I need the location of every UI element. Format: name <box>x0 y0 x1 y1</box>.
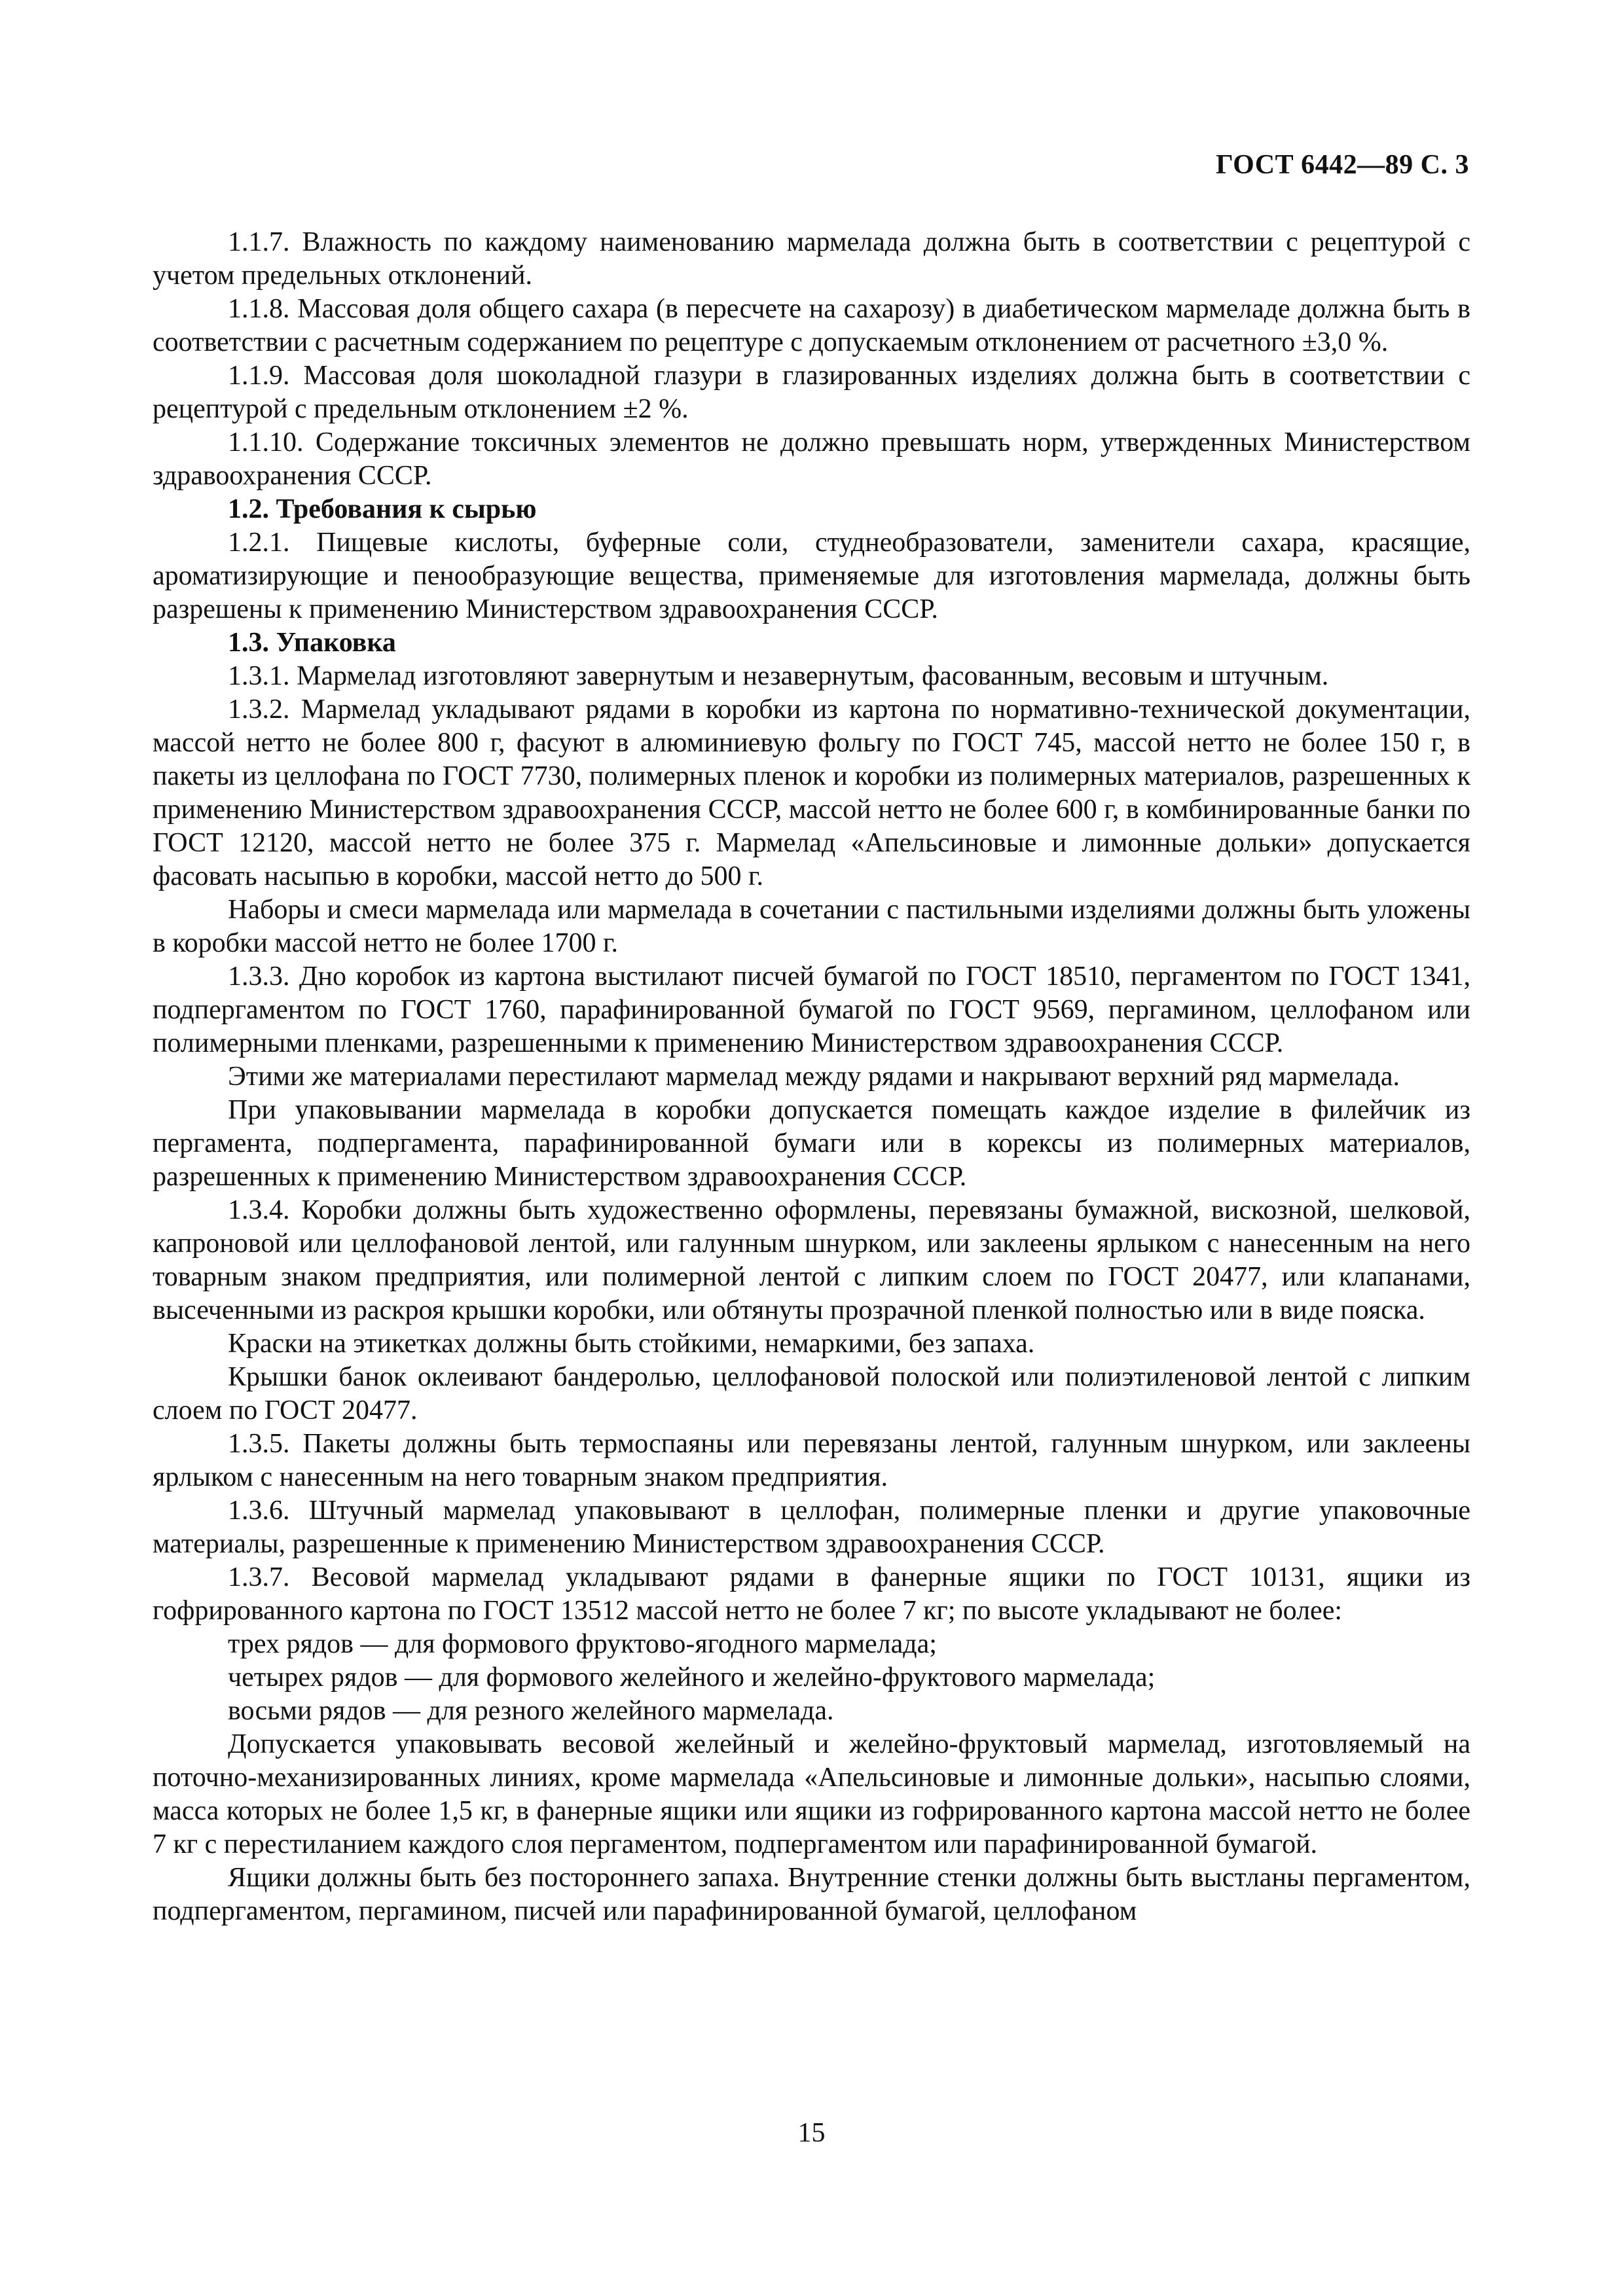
paragraph-1-3-2: 1.3.2. Мармелад укладывают рядами в коробки из картона по нормативно-технической документации, массой нетто не более 800 г, фасуют в алюминиевую фольгу по ГОСТ 745, массой нетто не более 150 г, в пакеты из целлофана по ГОСТ 7730, полимерных пленок и коробки из полимерных материалов, разрешенных к применению Министерством здравоохранения СССР, массой нетто не более 600 г, в комбинированные банки по ГОСТ 12120, массой нетто не более 375 г. Мармелад «Апельсиновые и лимонные дольки» допускается фасовать насыпью в коробки, массой нетто до 500 г. <box>153 694 1470 891</box>
paragraph-bulk-packing: Допускается упаковывать весовой желейный и желейно-фруктовый мармелад, изготовляемый на поточно-механизированных линиях, кроме мармелада «Апельсиновые и лимонные дольки», насыпью слоями, масса которых не более 1,5 кг, в фанерные ящики или ящики из гофрированного картона массой нетто не более 7 кг с перестиланием каждого слоя пергаментом, подпергаментом или парафинированной бумагой. <box>153 1729 1470 1859</box>
paragraph-lids: Крышки банок оклеивают бандеролью, целлофановой полоской или полиэтиленовой лентой с липким слоем по ГОСТ 20477. <box>153 1362 1470 1426</box>
list-item-four-rows: четырех рядов — для формового желейного и желейно-фруктового мармелада; <box>228 1662 1156 1693</box>
document-body <box>153 226 1470 1928</box>
paragraph-1-3-5: 1.3.5. Пакеты должны быть термоспаяны или перевязаны лентой, галунным шнурком, или заклеены ярлыком с нанесенным на него товарным знаком предприятия. <box>153 1429 1470 1492</box>
paragraph-1-3-3: 1.3.3. Дно коробок из картона выстилают писчей бумагой по ГОСТ 18510, пергаментом по ГОСТ 1341, подпергаментом по ГОСТ 1760, парафинированной бумагой по ГОСТ 9569, пергамином, целлофаном или полимерными пленками, разрешенными к применению Министерством здравоохранения СССР. <box>153 961 1470 1058</box>
paragraph-layering: Этими же материалами перестилают мармелад между рядами и накрывают верхний ряд мармелада. <box>228 1062 1400 1092</box>
paragraph-1-2-1: 1.2.1. Пищевые кислоты, буферные соли, студнеобразователи, заменители сахара, красящие, ароматизирующие и пенообразующие вещества, применяемые для изготовления мармелада, должны быть разрешены к применению Министерством здравоохранения СССР. <box>153 528 1470 624</box>
paragraph-1-1-7: 1.1.7. Влажность по каждому наименованию мармелада должна быть в соответствии с рецептурой с учетом предельных отклонений. <box>153 227 1470 291</box>
paragraph-boxes: Ящики должны быть без постороннего запаха. Внутренние стенки должны быть выстланы пергаментом, подпергаментом, пергамином, писчей или парафинированной бумагой, целлофаном <box>153 1863 1470 1926</box>
paragraph-paints: Краски на этикетках должны быть стойкими, немаркими, без запаха. <box>228 1329 1035 1359</box>
paragraph-1-1-9: 1.1.9. Массовая доля шоколадной глазури в глазированных изделиях должна быть в соответствии с рецептурой с предельным отклонением ±2 %. <box>153 361 1470 424</box>
paragraph-1-3-7: 1.3.7. Весовой мармелад укладывают рядами в фанерные ящики по ГОСТ 10131, ящики из гофрированного картона по ГОСТ 13512 массой нетто не более 7 кг; по высоте укладывают не более: <box>153 1562 1470 1626</box>
paragraph-1-3-1: 1.3.1. Мармелад изготовляют завернутым и незавернутым, фасованным, весовым и штучным. <box>228 661 1329 691</box>
paragraph-sets: Наборы и смеси мармелада или мармелада в сочетании с пастильными изделиями должны быть уложены в коробки массой нетто не более 1700 г. <box>153 895 1470 958</box>
paragraph-1-1-8: 1.1.8. Массовая доля общего сахара (в пересчете на сахарозу) в диабетическом мармеладе должна быть в соответствии с расчетным содержанием по рецептуре с допускаемым отклонением от расчетного ±3,0 %. <box>153 294 1470 357</box>
paragraph-wrapping: При упаковывании мармелада в коробки допускается помещать каждое изделие в филейчик из пергамента, подпергамента, парафинированной бумаги или в корексы из полимерных материалов, разрешенных к применению Министерством здравоохранения СССР. <box>153 1095 1470 1192</box>
paragraph-1-3-6: 1.3.6. Штучный мармелад упаковывают в целлофан, полимерные пленки и другие упаковочные материалы, разрешенные к применению Министерством здравоохранения СССР. <box>153 1496 1470 1559</box>
section-heading-1-2: 1.2. Требования к сырью <box>228 494 537 524</box>
paragraph-1-3-4: 1.3.4. Коробки должны быть художественно оформлены, перевязаны бумажной, вискозной, шелковой, капроновой или целлофановой лентой, или галунным шнурком, или заклеены ярлыком с нанесенным на него товарным знаком предприятия, или полимерной лентой с липким слоем по ГОСТ 20477, или клапанами, высеченными из раскроя крышки коробки, или обтянуты прозрачной пленкой полностью или в виде пояска. <box>153 1195 1470 1325</box>
list-item-three-rows: трех рядов — для формового фруктово-ягодного мармелада; <box>228 1629 937 1659</box>
document-header: ГОСТ 6442—89 С. 3 <box>1215 150 1469 180</box>
paragraph-1-1-10: 1.1.10. Содержание токсичных элементов не должно превышать норм, утвержденных Министерством здравоохранения СССР. <box>153 427 1470 491</box>
section-heading-1-3: 1.3. Упаковка <box>228 628 396 658</box>
list-item-eight-rows: восьми рядов — для резного желейного мармелада. <box>228 1696 834 1726</box>
page-number: 15 <box>797 2118 826 2148</box>
